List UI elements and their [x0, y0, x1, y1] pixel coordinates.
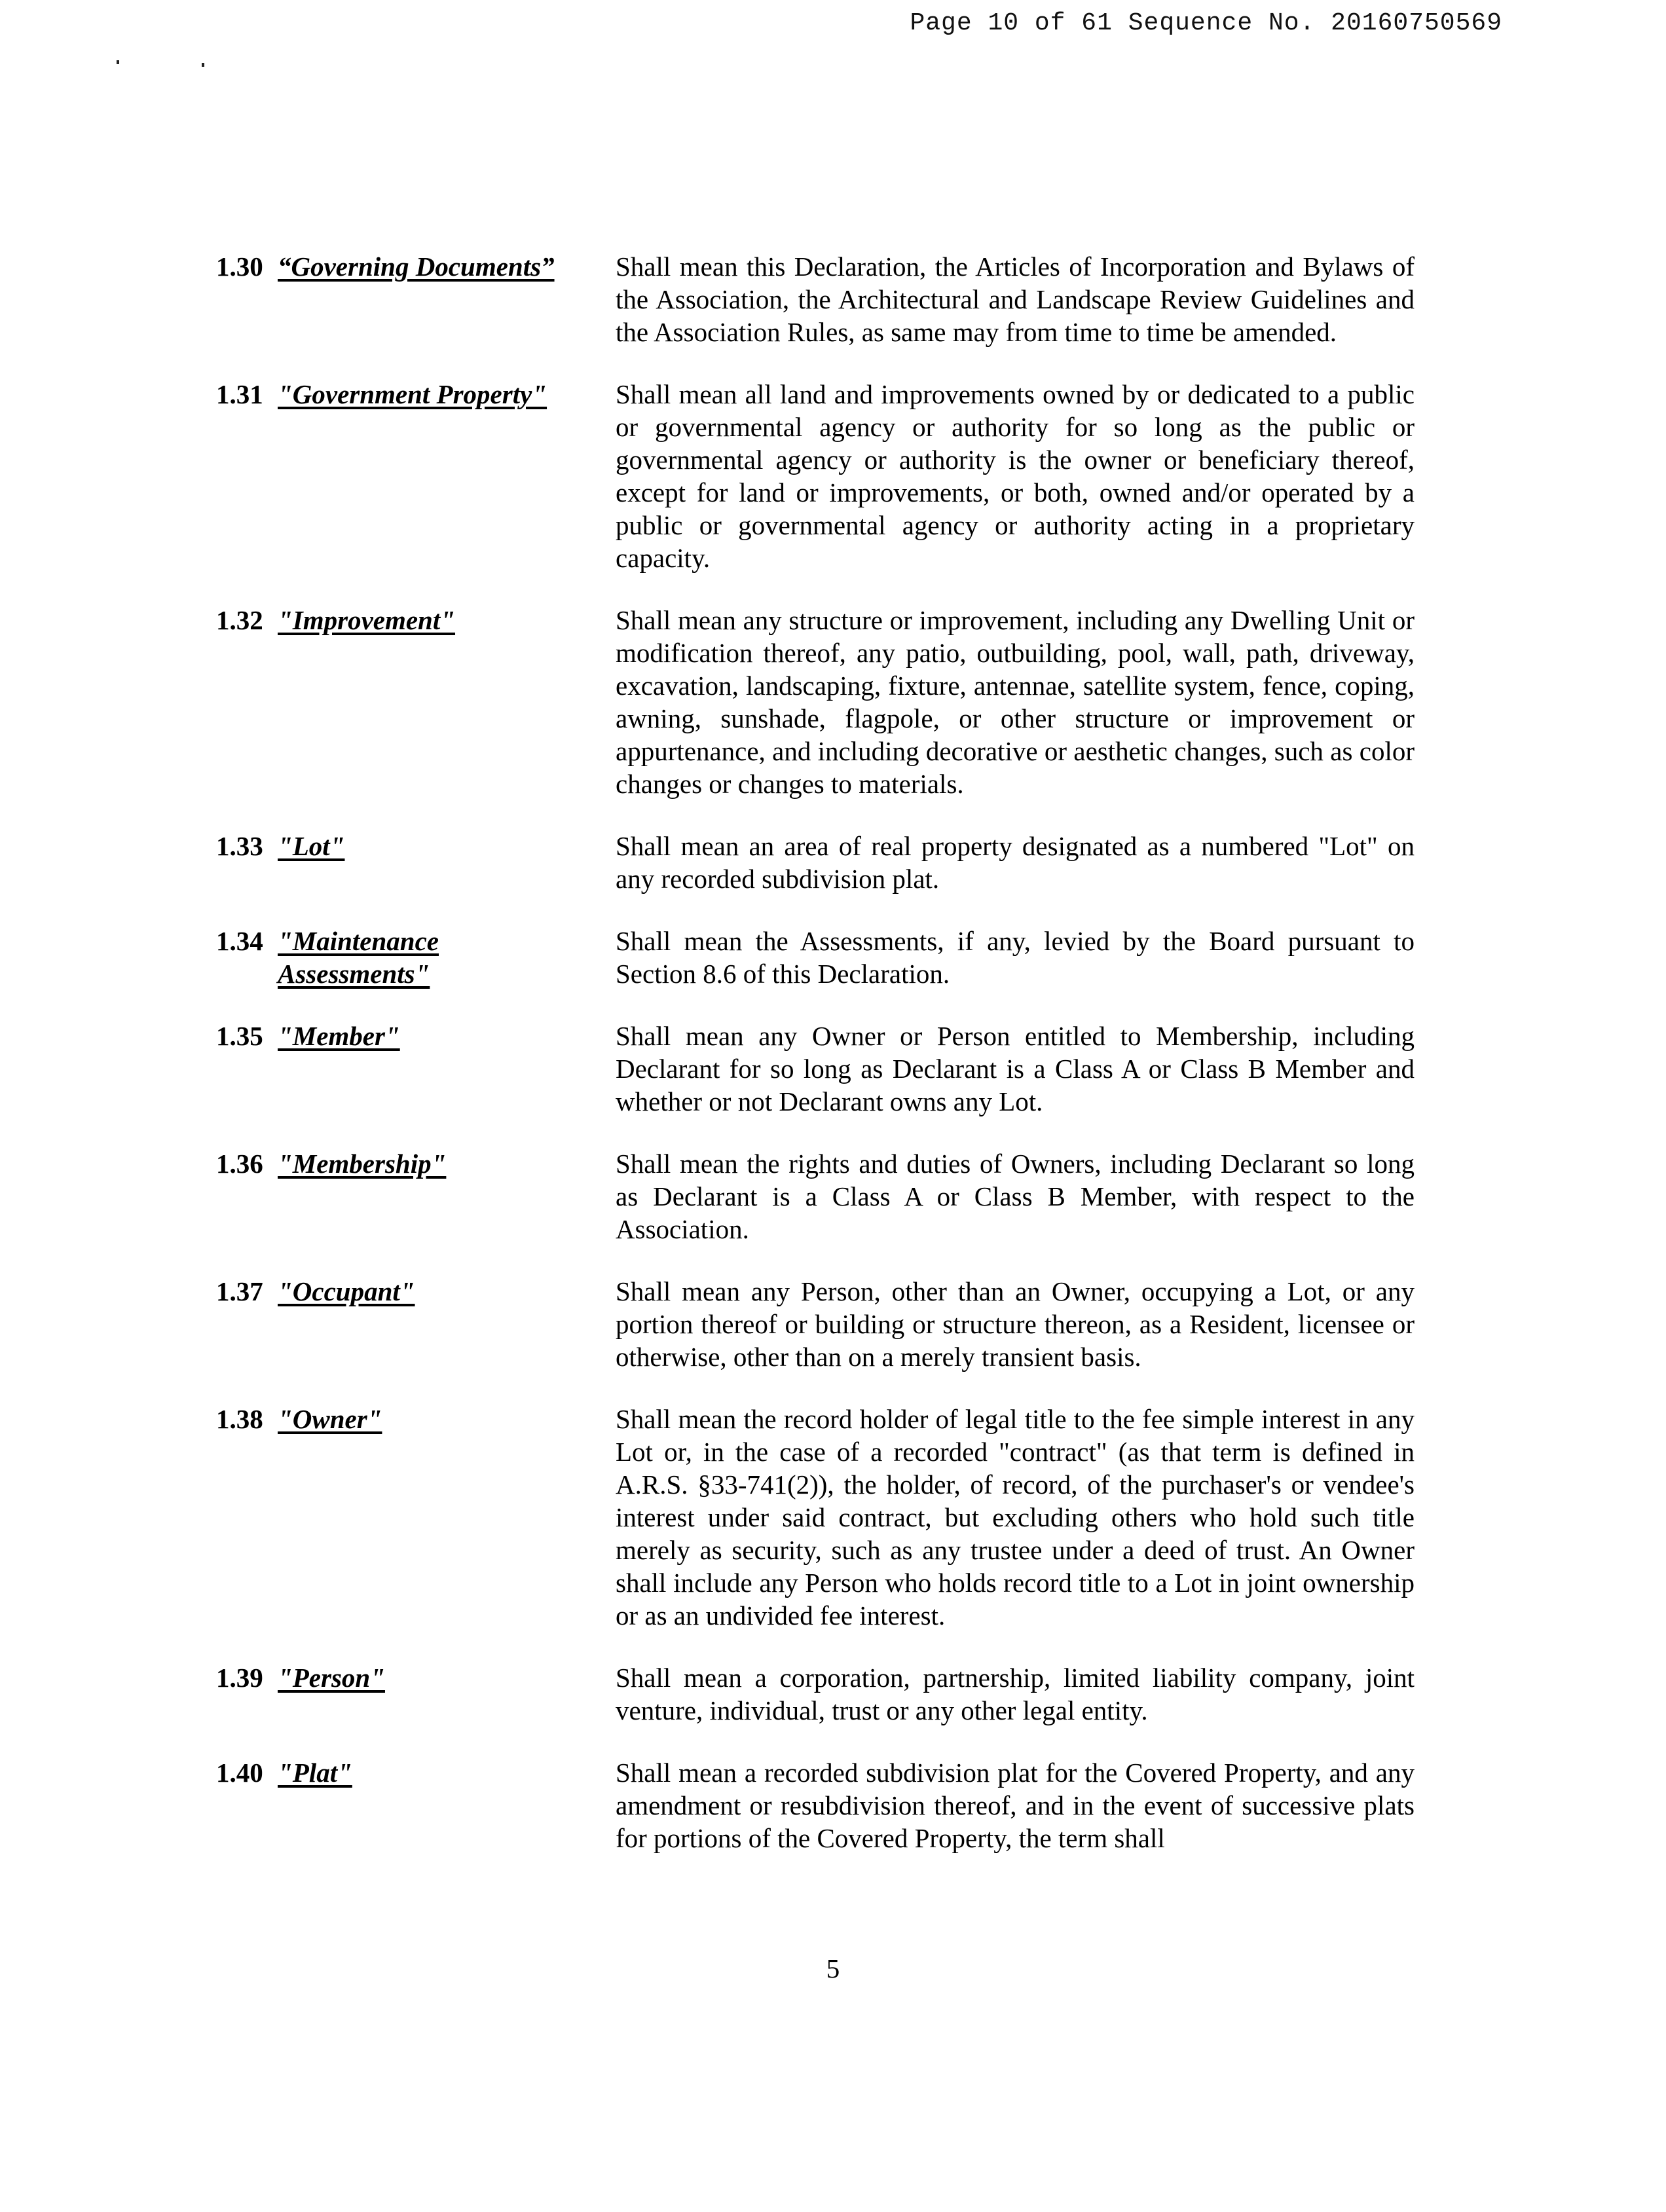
section-number: 1.40 [216, 1758, 263, 1788]
definition-heading [216, 830, 616, 895]
section-number: 1.34 [216, 926, 263, 956]
definition-text: Shall mean the Assessments, if any, levied by the Board pursuant to Section 8.6 of this Declaration. [616, 926, 1415, 989]
definition-heading [216, 1275, 616, 1373]
definition-heading [216, 250, 616, 348]
defined-term: "Person" [278, 1663, 385, 1693]
definition-heading [216, 1756, 616, 1854]
definition-item [216, 1403, 1415, 1632]
definition-text: Shall mean any structure or improvement, including any Dwelling Unit or modification thereof, any patio, outbuilding, pool, wall, path, driveway, excavation, landscaping, fixture, antennae, satellite system, fence, coping, awning, sunshade, flagpole, or other structure or improvement or appurtenance, and including decorative or aesthetic changes, such as color changes or changes to materials. [616, 605, 1415, 799]
defined-term: "Improvement" [278, 605, 456, 635]
scan-speck [117, 60, 119, 64]
page-number: 5 [826, 1953, 840, 1983]
section-number: 1.30 [216, 251, 263, 282]
definition-item [216, 1147, 1415, 1245]
definition-item [216, 378, 1415, 574]
section-number: 1.36 [216, 1149, 263, 1179]
defined-term: "Occupant" [278, 1276, 415, 1306]
section-number: 1.33 [216, 831, 263, 861]
definition-text: Shall mean a recorded subdivision plat for the Covered Property, and any amendment or resubdivision thereof, and in the event of successive plats for portions of the Covered Property, the term shall [616, 1758, 1415, 1853]
definition-heading [216, 1403, 616, 1632]
defined-term: “Governing Documents” [278, 251, 555, 282]
defined-term: "Plat" [278, 1758, 352, 1788]
definition-text: Shall mean all land and improvements owned by or dedicated to a public or governmental agency or authority for so long as the public or governmental agency or authority is the owner or beneficiary thereof, except for land or improvements, or both, owned and/or operated by a public or governmental agency or authority acting in a proprietary capacity. [616, 379, 1415, 573]
defined-term: "Government Property" [278, 379, 547, 409]
defined-term: "Maintenance Assessments" [278, 926, 439, 989]
page-sequence-header: Page 10 of 61 Sequence No. 20160750569 [910, 9, 1502, 37]
section-number: 1.35 [216, 1021, 263, 1051]
definition-item [216, 250, 1415, 348]
definition-text: Shall mean the rights and duties of Owners, including Declarant so long as Declarant is a Class A or Class B Member, with respect to the Association. [616, 1149, 1415, 1244]
definition-item [216, 1020, 1415, 1118]
definition-heading [216, 1147, 616, 1245]
definition-item [216, 1275, 1415, 1373]
definition-heading [216, 604, 616, 800]
section-number: 1.38 [216, 1404, 263, 1434]
scan-speck [202, 63, 204, 67]
definition-text: Shall mean any Owner or Person entitled to Membership, including Declarant for so long as Declarant is a Class A or Class B Member and whether or not Declarant owns any Lot. [616, 1021, 1415, 1116]
definitions-list [216, 250, 1415, 1884]
definition-item [216, 1756, 1415, 1854]
definition-heading [216, 1661, 616, 1727]
defined-term: "Membership" [278, 1149, 447, 1179]
definition-text: Shall mean a corporation, partnership, limited liability company, joint venture, individual, trust or any other legal entity. [616, 1663, 1415, 1725]
definition-item [216, 604, 1415, 800]
section-number: 1.39 [216, 1663, 263, 1693]
defined-term: "Member" [278, 1021, 400, 1051]
definition-text: Shall mean any Person, other than an Owner, occupying a Lot, or any portion thereof or building or structure thereon, as a Resident, licensee or otherwise, other than on a merely transient basis. [616, 1276, 1415, 1372]
defined-term: "Owner" [278, 1404, 382, 1434]
definition-text: Shall mean the record holder of legal title to the fee simple interest in any Lot or, in the case of a recorded "contract" (as that term is defined in A.R.S. §33-741(2)), the holder, of record, of the purchaser's or vendee's interest under said contract, but excluding others who hold such title merely as security, such as any trustee under a deed of trust. An Owner shall include any Person who holds record title to a Lot in joint ownership or as an undivided fee interest. [616, 1404, 1415, 1631]
definition-text: Shall mean an area of real property designated as a numbered "Lot" on any recorded subdivision plat. [616, 831, 1415, 894]
section-number: 1.31 [216, 379, 263, 409]
definition-item [216, 830, 1415, 895]
definition-heading [216, 925, 616, 990]
definition-text: Shall mean this Declaration, the Articles of Incorporation and Bylaws of the Association, the Architectural and Landscape Review Guidelines and the Association Rules, as same may from time to time be amended. [616, 251, 1415, 347]
definition-heading [216, 1020, 616, 1118]
definition-item [216, 925, 1415, 990]
defined-term: "Lot" [278, 831, 345, 861]
section-number: 1.32 [216, 605, 263, 635]
section-number: 1.37 [216, 1276, 263, 1306]
definition-item [216, 1661, 1415, 1727]
definition-heading [216, 378, 616, 574]
